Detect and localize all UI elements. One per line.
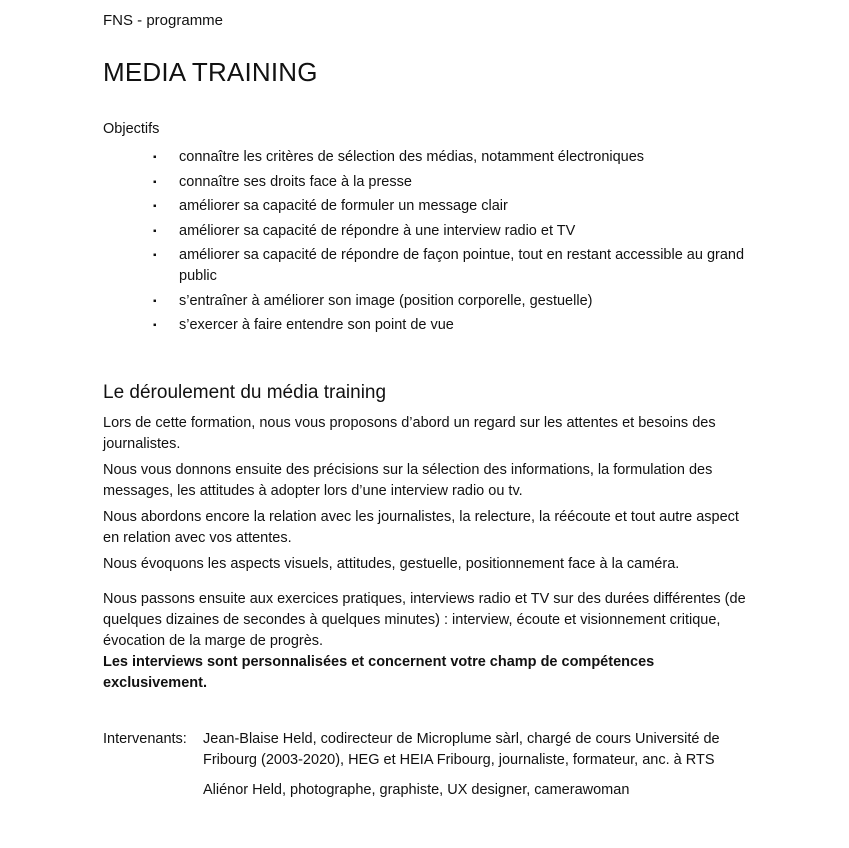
list-item	[150, 291, 750, 312]
paragraph: Nous évoquons les aspects visuels, attitudes, gestuelle, positionnement face à la caméra.	[103, 556, 680, 572]
program-header: FNS - programme	[103, 12, 224, 29]
paragraph: Nous abordons encore la relation avec les journalistes, la relecture, la réécoute et tout autre aspect en relation avec vos attentes.	[103, 509, 739, 546]
objectives-list	[150, 147, 750, 340]
paragraph: Nous vous donnons ensuite des précisions sur la sélection des informations, la formulation des messages, les attitudes à adopter lors d’une interview radio ou tv.	[103, 462, 713, 499]
list-item	[150, 196, 750, 217]
list-item-text: s’exercer à faire entendre son point de vue	[179, 317, 454, 333]
paragraph: Lors de cette formation, nous vous proposons d’abord un regard sur les attentes et besoins des journalistes.	[103, 415, 716, 452]
list-item-text: s’entraîner à améliorer son image (position corporelle, gestuelle)	[179, 292, 593, 309]
list-item-text: améliorer sa capacité de répondre de façon pointue, tout en restant accessible au grand public	[179, 247, 745, 284]
speaker-item: Jean-Blaise Held, codirecteur de Microplume sàrl, chargé de cours Université de Fribourg (2003-2020), HEG et HEIA Fribourg, journaliste, formateur, anc. à RTS	[203, 731, 720, 768]
speakers-label: Intervenants:	[103, 731, 187, 747]
bullet-icon: ▪	[153, 295, 157, 307]
paragraph: Nous passons ensuite aux exercices pratiques, interviews radio et TV sur des durées différentes (de quelques dizaines de secondes à quelques minutes) : interview, écoute et visionnement critique, évocation de la marge de progrès.	[103, 591, 746, 649]
list-item-text: connaître les critères de sélection des médias, notamment électroniques	[179, 149, 645, 165]
bullet-icon: ▪	[153, 176, 157, 188]
bullet-icon: ▪	[153, 250, 157, 261]
objectives-heading: Objectifs	[103, 121, 160, 137]
list-item	[150, 147, 750, 168]
section-heading: Le déroulement du média training	[103, 382, 387, 403]
bullet-icon: ▪	[153, 320, 157, 331]
list-item	[150, 245, 750, 287]
list-item	[150, 172, 750, 193]
bullet-icon: ▪	[153, 152, 157, 163]
bold-note: Les interviews sont personnalisées et concernent votre champ de compétences exclusivement.	[103, 654, 655, 691]
list-item	[150, 221, 750, 242]
speakers-list	[203, 729, 755, 810]
list-item-text: améliorer sa capacité de répondre à une interview radio et TV	[179, 222, 576, 239]
list-item-text: connaître ses droits face à la presse	[179, 173, 412, 190]
list-item-text: améliorer sa capacité de formuler un message clair	[179, 198, 508, 214]
speaker-item: Aliénor Held, photographe, graphiste, UX designer, camerawoman	[203, 782, 630, 798]
page-title: MEDIA TRAINING	[103, 57, 318, 87]
bullet-icon: ▪	[153, 225, 157, 237]
list-item	[150, 315, 750, 336]
bullet-icon: ▪	[153, 201, 157, 212]
section-body	[103, 413, 753, 699]
